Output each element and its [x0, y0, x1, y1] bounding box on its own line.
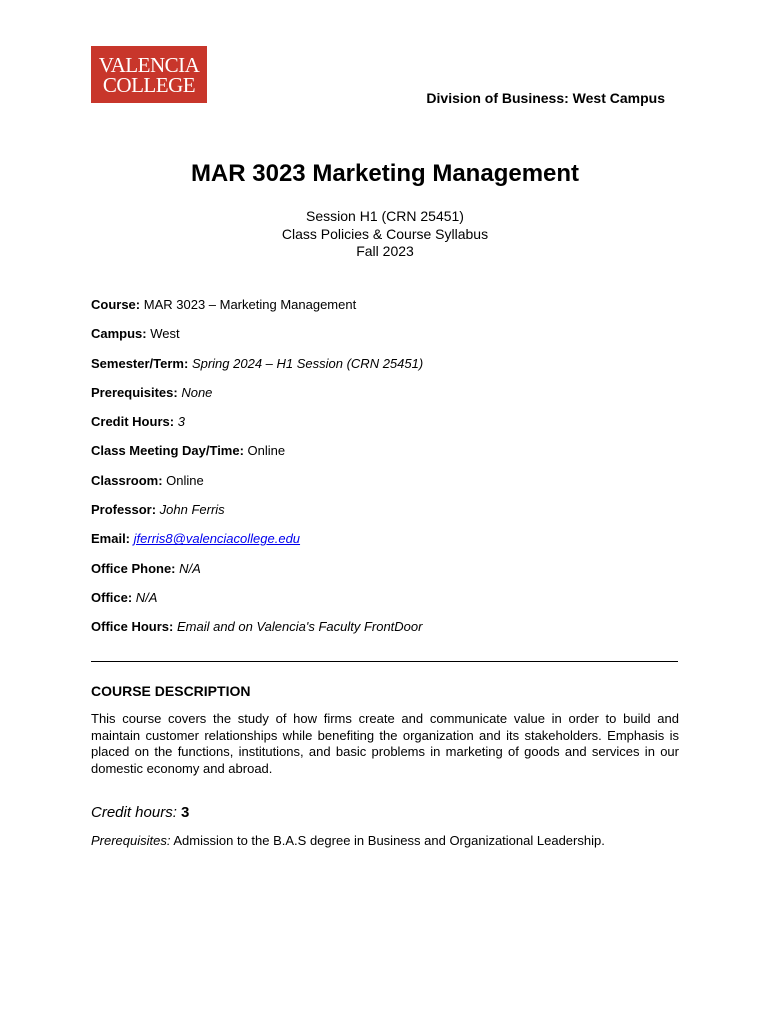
logo-line-1: VALENCIA: [98, 52, 200, 77]
course-description-heading: COURSE DESCRIPTION: [91, 683, 251, 699]
info-value: West: [150, 326, 180, 342]
info-value: N/A: [179, 560, 201, 576]
course-info-list: [91, 297, 691, 649]
info-label: Classroom:: [91, 472, 163, 488]
info-label: Semester/Term:: [91, 355, 189, 371]
division-heading: Division of Business: West Campus: [426, 90, 665, 106]
info-label: Office Hours:: [91, 619, 174, 635]
course-description-body: This course covers the study of how firms create and communicate value in order to build and maintain customer relationships while benefiting the organization and its stakeholders. Emphasis is placed on the functions, institutions, and basic problems in marketing of goods and services in our domestic economy and abroad.: [91, 711, 679, 776]
info-label: Office:: [91, 589, 133, 605]
info-value: N/A: [135, 589, 158, 605]
logo-line-2: COLLEGE: [102, 72, 196, 97]
doc-type-line: Class Policies & Course Syllabus: [281, 225, 489, 242]
credit-hours-line: [91, 804, 189, 821]
info-label: Course:: [91, 297, 141, 312]
info-value: John Ferris: [159, 502, 225, 518]
info-classroom: [91, 473, 691, 502]
email-link[interactable]: jferris8@valenciacollege.edu: [133, 531, 301, 547]
info-label: Credit Hours:: [91, 414, 175, 430]
valencia-college-logo: [91, 46, 207, 103]
prerequisites-value: Admission to the B.A.S degree in Business and Organizational Leadership.: [173, 833, 605, 848]
term-line: Fall 2023: [356, 243, 414, 259]
prerequisites-label: Prerequisites:: [91, 833, 171, 848]
info-professor: [91, 502, 691, 531]
credit-hours-value: 3: [181, 804, 190, 821]
info-course: [91, 297, 691, 326]
info-label: Prerequisites:: [91, 384, 178, 400]
info-label: Professor:: [91, 502, 157, 518]
info-office-hours: [91, 619, 691, 648]
info-email: [91, 531, 691, 560]
info-campus: [91, 326, 691, 355]
info-semester: [91, 356, 691, 385]
info-credit-hours: [91, 414, 691, 443]
info-value: 3: [177, 414, 185, 430]
info-meeting-time: [91, 443, 691, 472]
info-office: [91, 590, 691, 619]
info-office-phone: [91, 561, 691, 590]
info-value: Spring 2024 – H1 Session (CRN 25451): [191, 355, 424, 371]
info-label: Class Meeting Day/Time:: [91, 443, 244, 459]
info-value: Email and on Valencia's Faculty FrontDoor: [176, 619, 423, 635]
prerequisites-line: [91, 833, 605, 848]
course-title: MAR 3023 Marketing Management: [190, 160, 580, 187]
info-value: Online: [247, 443, 286, 459]
session-line: Session H1 (CRN 25451): [306, 208, 464, 224]
horizontal-divider: [91, 661, 678, 662]
info-value: MAR 3023 – Marketing Management: [143, 297, 357, 312]
info-prerequisites: [91, 385, 691, 414]
info-value: Online: [166, 472, 204, 488]
subtitle-block: [0, 208, 770, 261]
info-label: Office Phone:: [91, 560, 176, 576]
info-label: Campus:: [91, 326, 147, 342]
info-value: None: [181, 384, 213, 400]
info-label: Email:: [91, 531, 131, 547]
credit-hours-label: Credit hours:: [91, 804, 177, 821]
